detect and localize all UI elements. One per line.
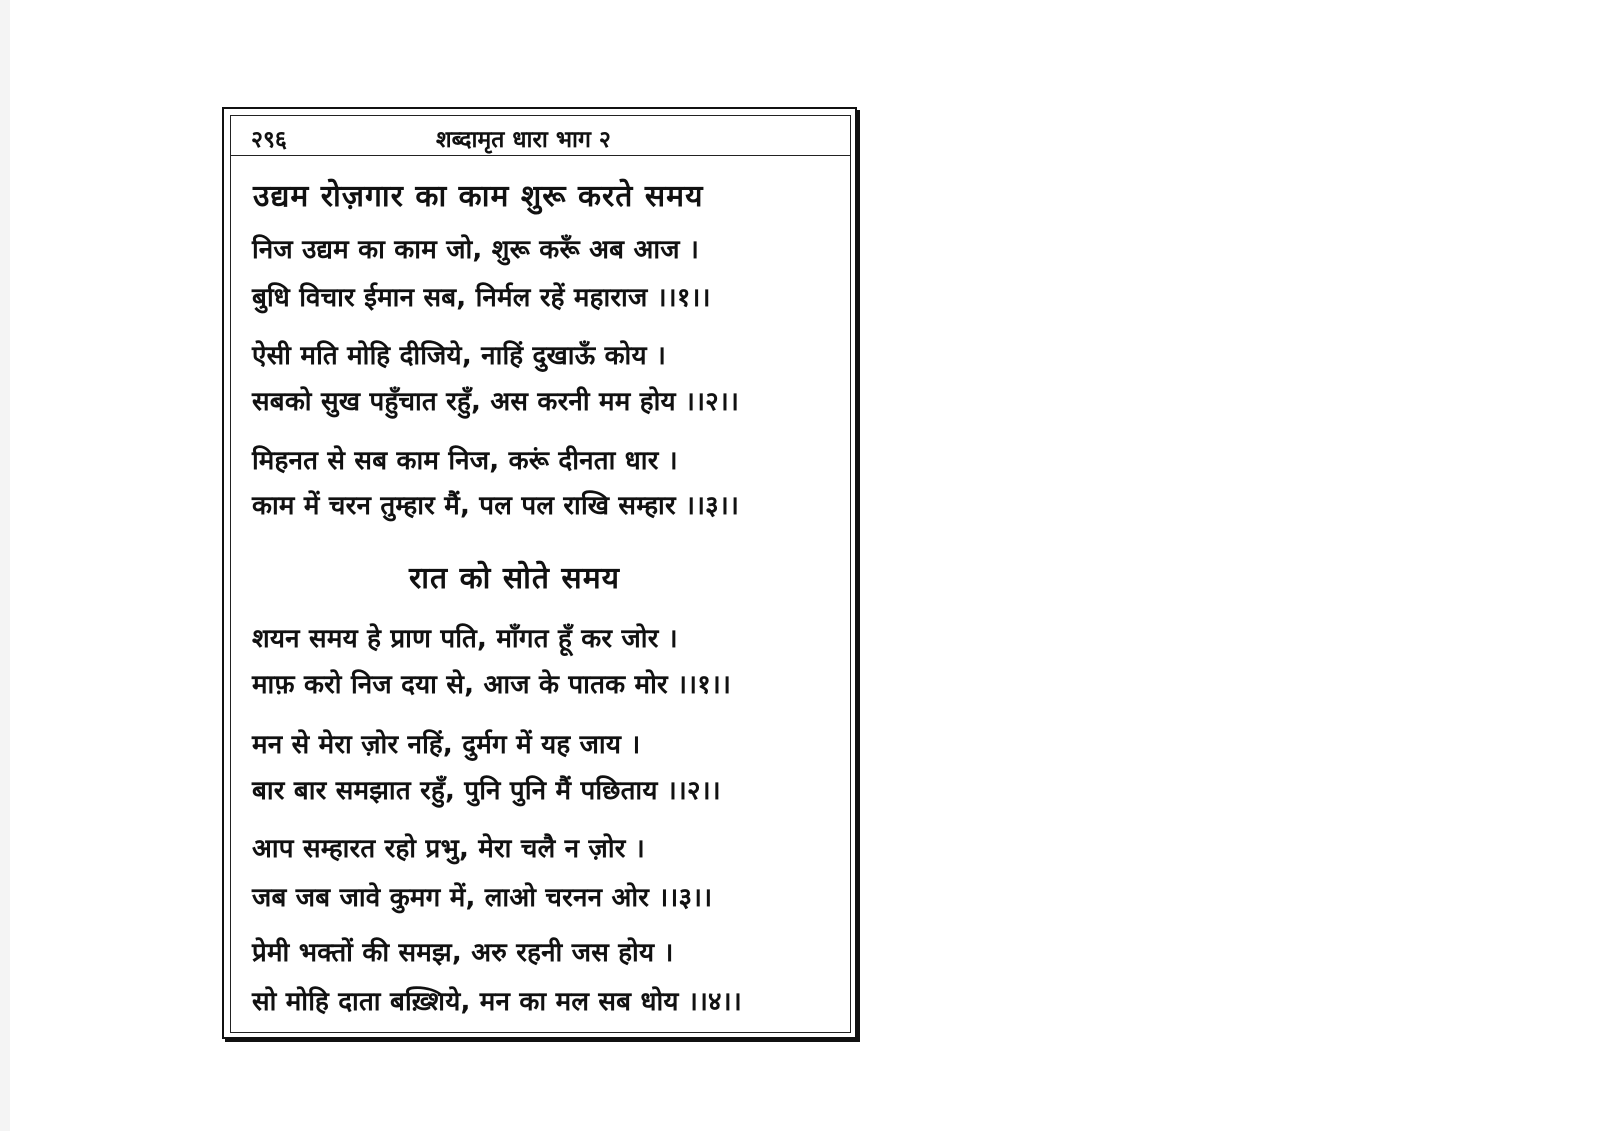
verse-line: शयन समय हे प्राण पति, माँगत हूँ कर जोर । bbox=[252, 624, 678, 654]
verse-line: निज उद्यम का काम जो, शुरू करूँ अब आज । bbox=[252, 235, 700, 265]
verse-line: मिहनत से सब काम निज, करूं दीनता धार । bbox=[252, 446, 678, 476]
page-border bbox=[230, 115, 851, 1033]
verse-line: बार बार समझात रहुँ, पुनि पुनि मैं पछिताय ।।२।। bbox=[252, 776, 721, 806]
verse-line: जब जब जावे कुमग में, लाओ चरनन ओर ।।३।। bbox=[252, 883, 713, 913]
running-title: शब्दामृत धारा भाग २ bbox=[436, 127, 611, 153]
section-heading-work: उद्यम रोज़गार का काम शुरू करते समय bbox=[253, 179, 704, 214]
page-content bbox=[231, 116, 850, 1032]
page-number: २९६ bbox=[251, 127, 287, 153]
verse-line: आप सम्हारत रहो प्रभु, मेरा चलै न ज़ोर । bbox=[252, 834, 645, 864]
verse-line: ऐसी मति मोहि दीजिये, नाहिं दुखाऊँ कोय । bbox=[252, 341, 667, 371]
verse-line: सो मोहि दाता बख़्शिये, मन का मल सब धोय ।।४।। bbox=[252, 987, 742, 1017]
verse-line: काम में चरन तुम्हार मैं, पल पल राखि सम्हार ।।३।। bbox=[252, 491, 740, 521]
verse-line: बुधि विचार ईमान सब, निर्मल रहें महाराज ।।१।। bbox=[252, 283, 711, 313]
verse-line: मन से मेरा ज़ोर नहिं, दुर्मग में यह जाय । bbox=[252, 730, 641, 760]
book-page bbox=[222, 107, 857, 1039]
verse-line: सबको सुख पहुँचात रहुँ, अस करनी मम होय ।।२।। bbox=[252, 387, 739, 417]
verse-line: प्रेमी भक्तों की समझ, अरु रहनी जस होय । bbox=[252, 938, 674, 968]
verse-line: माफ़ करो निज दया से, आज के पातक मोर ।।१।। bbox=[252, 670, 732, 700]
section-heading-night: रात को सोते समय bbox=[409, 561, 621, 596]
scanned-sheet bbox=[10, 0, 1600, 1131]
